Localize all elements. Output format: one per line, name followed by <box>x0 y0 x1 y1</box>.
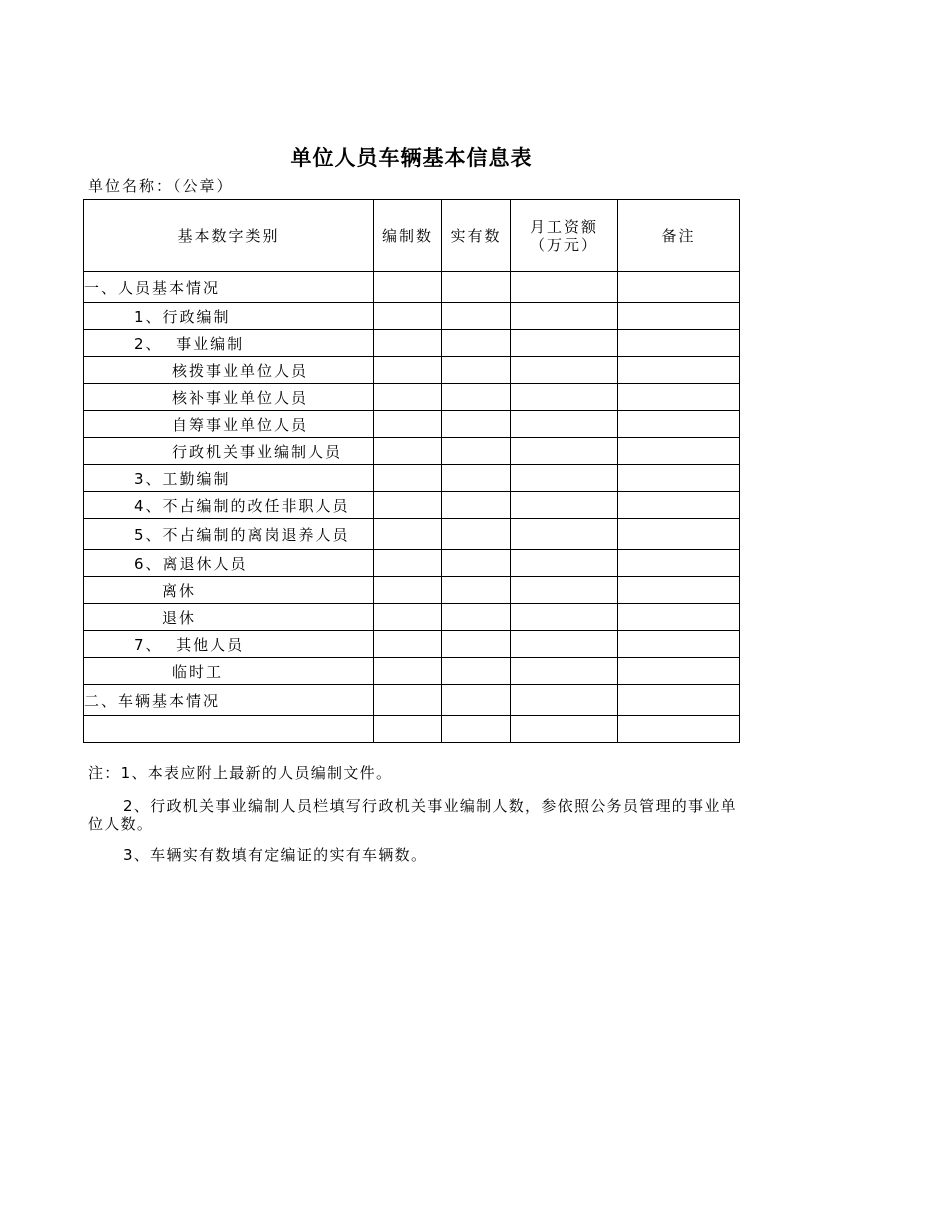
quota-cell[interactable] <box>374 577 442 604</box>
row-label: 6、离退休人员 <box>84 550 374 577</box>
unit-name-label: 单位名称：（公章） <box>88 177 234 195</box>
note-1: 注：1、本表应附上最新的人员编制文件。 <box>88 764 393 782</box>
header-quota: 编制数 <box>374 200 442 272</box>
remarks-cell[interactable] <box>618 631 740 658</box>
actual-cell[interactable] <box>442 604 511 631</box>
table-row <box>84 716 740 743</box>
quota-cell[interactable] <box>374 330 442 357</box>
table-row <box>84 519 740 550</box>
table-row <box>84 357 740 384</box>
note-3: 3、车辆实有数填有定编证的实有车辆数。 <box>123 846 428 864</box>
row-label: 4、不占编制的改任非职人员 <box>84 492 374 519</box>
actual-cell[interactable] <box>442 411 511 438</box>
remarks-cell[interactable] <box>618 272 740 303</box>
quota-cell[interactable] <box>374 685 442 716</box>
salary-cell[interactable] <box>511 519 618 550</box>
salary-cell[interactable] <box>511 604 618 631</box>
info-table <box>83 199 740 743</box>
header-salary <box>511 200 618 272</box>
row-label: 1、行政编制 <box>84 303 374 330</box>
salary-cell[interactable] <box>511 384 618 411</box>
remarks-cell[interactable] <box>618 411 740 438</box>
actual-cell[interactable] <box>442 550 511 577</box>
salary-cell[interactable] <box>511 330 618 357</box>
quota-cell[interactable] <box>374 465 442 492</box>
salary-cell[interactable] <box>511 465 618 492</box>
row-label: 临时工 <box>84 658 374 685</box>
table-row <box>84 465 740 492</box>
actual-cell[interactable] <box>442 272 511 303</box>
table-row <box>84 685 740 716</box>
row-label: 5、不占编制的离岗退养人员 <box>84 519 374 550</box>
salary-cell[interactable] <box>511 577 618 604</box>
row-label: 3、工勤编制 <box>84 465 374 492</box>
quota-cell[interactable] <box>374 519 442 550</box>
table-row <box>84 631 740 658</box>
table-row <box>84 272 740 303</box>
remarks-cell[interactable] <box>618 492 740 519</box>
table-row <box>84 577 740 604</box>
remarks-cell[interactable] <box>618 604 740 631</box>
actual-cell[interactable] <box>442 519 511 550</box>
header-remarks: 备注 <box>618 200 740 272</box>
salary-cell[interactable] <box>511 438 618 465</box>
table-row <box>84 411 740 438</box>
row-label <box>84 716 374 743</box>
quota-cell[interactable] <box>374 272 442 303</box>
table-row <box>84 303 740 330</box>
quota-cell[interactable] <box>374 604 442 631</box>
salary-cell[interactable] <box>511 492 618 519</box>
page-title: 单位人员车辆基本信息表 <box>290 146 533 170</box>
row-label: 核补事业单位人员 <box>84 384 374 411</box>
actual-cell[interactable] <box>442 492 511 519</box>
remarks-cell[interactable] <box>618 465 740 492</box>
actual-cell[interactable] <box>442 658 511 685</box>
remarks-cell[interactable] <box>618 330 740 357</box>
actual-cell[interactable] <box>442 577 511 604</box>
header-category: 基本数字类别 <box>84 200 374 272</box>
table-row <box>84 492 740 519</box>
quota-cell[interactable] <box>374 716 442 743</box>
table-row <box>84 604 740 631</box>
salary-cell[interactable] <box>511 357 618 384</box>
actual-cell[interactable] <box>442 685 511 716</box>
row-label: 行政机关事业编制人员 <box>84 438 374 465</box>
remarks-cell[interactable] <box>618 685 740 716</box>
actual-cell[interactable] <box>442 357 511 384</box>
note-2: 2、行政机关事业编制人员栏填写行政机关事业编制人数，参依照公务员管理的事业单位人数。 <box>88 797 737 833</box>
quota-cell[interactable] <box>374 492 442 519</box>
row-label: 二、车辆基本情况 <box>84 685 374 716</box>
actual-cell[interactable] <box>442 303 511 330</box>
quota-cell[interactable] <box>374 631 442 658</box>
row-label: 7、 其他人员 <box>84 631 374 658</box>
remarks-cell[interactable] <box>618 658 740 685</box>
salary-cell[interactable] <box>511 658 618 685</box>
remarks-cell[interactable] <box>618 438 740 465</box>
salary-cell[interactable] <box>511 716 618 743</box>
quota-cell[interactable] <box>374 357 442 384</box>
header-actual: 实有数 <box>442 200 511 272</box>
remarks-cell[interactable] <box>618 303 740 330</box>
table-row <box>84 658 740 685</box>
quota-cell[interactable] <box>374 411 442 438</box>
remarks-cell[interactable] <box>618 384 740 411</box>
quota-cell[interactable] <box>374 384 442 411</box>
row-label: 核拨事业单位人员 <box>84 357 374 384</box>
salary-cell[interactable] <box>511 411 618 438</box>
salary-cell[interactable] <box>511 685 618 716</box>
remarks-cell[interactable] <box>618 519 740 550</box>
header-salary-line1: 月工资额 <box>529 217 598 236</box>
actual-cell[interactable] <box>442 631 511 658</box>
table-row <box>84 384 740 411</box>
actual-cell[interactable] <box>442 438 511 465</box>
row-label: 一、人员基本情况 <box>84 272 374 303</box>
row-label: 自筹事业单位人员 <box>84 411 374 438</box>
table-row <box>84 330 740 357</box>
row-label: 2、 事业编制 <box>84 330 374 357</box>
quota-cell[interactable] <box>374 658 442 685</box>
remarks-cell[interactable] <box>618 550 740 577</box>
table-row <box>84 550 740 577</box>
header-row <box>84 200 740 272</box>
quota-cell[interactable] <box>374 303 442 330</box>
actual-cell[interactable] <box>442 716 511 743</box>
remarks-cell[interactable] <box>618 577 740 604</box>
row-label: 离休 <box>84 577 374 604</box>
header-salary-line2: （万元） <box>529 235 598 254</box>
actual-cell[interactable] <box>442 330 511 357</box>
row-label: 退休 <box>84 604 374 631</box>
actual-cell[interactable] <box>442 465 511 492</box>
salary-cell[interactable] <box>511 550 618 577</box>
salary-cell[interactable] <box>511 303 618 330</box>
remarks-cell[interactable] <box>618 357 740 384</box>
quota-cell[interactable] <box>374 438 442 465</box>
salary-cell[interactable] <box>511 631 618 658</box>
salary-cell[interactable] <box>511 272 618 303</box>
table-row <box>84 438 740 465</box>
quota-cell[interactable] <box>374 550 442 577</box>
actual-cell[interactable] <box>442 384 511 411</box>
remarks-cell[interactable] <box>618 716 740 743</box>
